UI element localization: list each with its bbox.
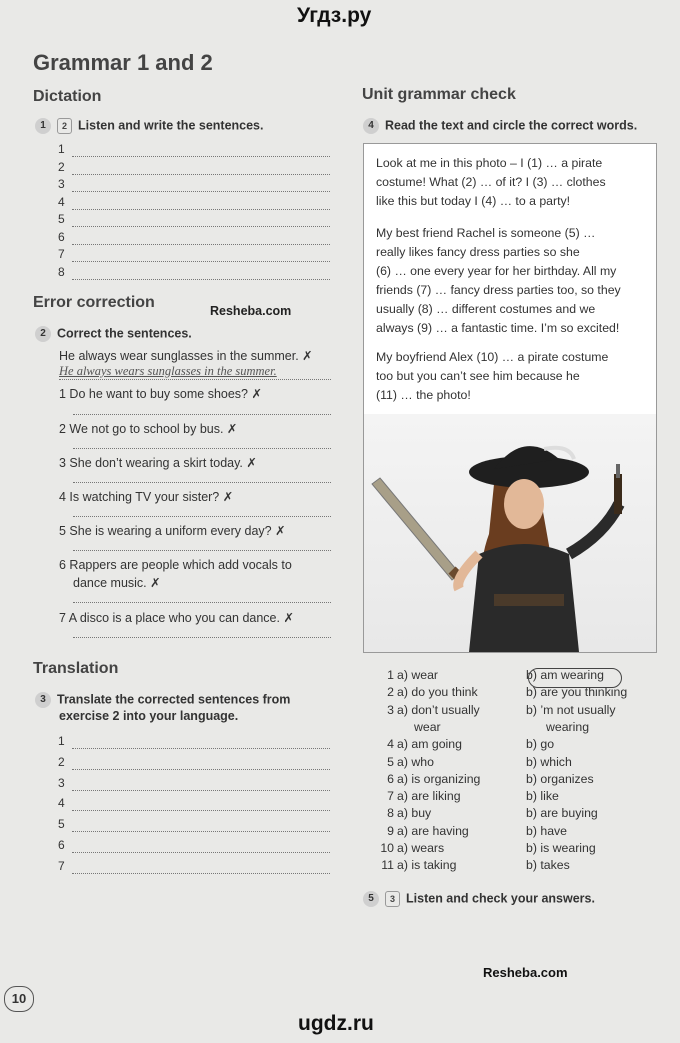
pirate-girl-photo (364, 414, 656, 652)
dictation-heading: Dictation (33, 88, 102, 105)
paragraph-2 (376, 224, 648, 338)
line-number: 8 (58, 264, 65, 279)
answer-number: 7 (387, 789, 394, 804)
dotted-line[interactable] (72, 191, 330, 192)
unit-grammar-heading: Unit grammar check (362, 86, 516, 103)
text-line: friends (7) … fancy dress parties too, so they (376, 283, 621, 297)
dictation-line-2[interactable] (58, 160, 330, 178)
translation-line-5[interactable] (58, 817, 330, 835)
answer-option-b[interactable]: b) have (526, 823, 568, 838)
answer-option-a[interactable]: a) am going (397, 737, 462, 752)
cd-track-icon: 3 (385, 891, 400, 907)
line-number: 5 (58, 817, 65, 832)
answer-option-a[interactable]: a) don’t usually (397, 702, 480, 717)
error-correction-heading: Error correction (33, 294, 155, 311)
sentence-3: 3 She don’t wearing a skirt today. ✗ (59, 456, 257, 470)
answer-number: 3 (387, 702, 394, 717)
watermark-left: Resheba.com (210, 304, 292, 318)
translation-line-2[interactable] (58, 755, 330, 773)
sentence-4: 4 Is watching TV your sister? ✗ (59, 490, 234, 504)
translation-line-6[interactable] (58, 838, 330, 856)
answer-option-a[interactable]: a) wear (397, 668, 439, 682)
answer-number: 5 (387, 754, 394, 769)
answer-option-b[interactable]: b) organizes (526, 771, 594, 786)
answer-line-4[interactable] (73, 516, 331, 517)
sentence-2: 2 We not go to school by bus. ✗ (59, 422, 238, 436)
exercise-3-text-1: Translate the corrected sentences from (57, 692, 291, 707)
text-line: My boyfriend Alex (10) … a pirate costume (376, 350, 609, 364)
line-number: 1 (58, 142, 65, 156)
answer-option-b[interactable]: b) like (526, 789, 559, 804)
exercise-4-instruction (363, 118, 637, 134)
line-number: 2 (58, 159, 65, 174)
dictation-line-8[interactable] (58, 265, 330, 283)
answer-option-a[interactable]: a) are having (397, 823, 469, 838)
answer-number: 8 (387, 806, 394, 821)
dictation-line-4[interactable] (58, 195, 330, 213)
dotted-line[interactable] (72, 873, 330, 874)
exercise-2-text: Correct the sentences. (57, 326, 192, 341)
answer-line-2[interactable] (73, 448, 331, 449)
dotted-line[interactable] (72, 810, 330, 811)
answer-option-a[interactable]: wear (414, 719, 441, 734)
dictation-line-5[interactable] (58, 212, 330, 230)
dotted-line[interactable] (72, 174, 330, 175)
dotted-line[interactable] (72, 279, 330, 280)
answer-number: 11 (381, 858, 394, 873)
line-number: 3 (58, 177, 65, 191)
dotted-line[interactable] (72, 261, 330, 262)
translation-line-3[interactable] (58, 776, 330, 794)
exercise-5-instruction (363, 891, 595, 907)
answer-line-1[interactable] (73, 414, 331, 415)
dotted-line[interactable] (72, 790, 330, 791)
exercise-1-text: Listen and write the sentences. (78, 118, 264, 133)
dictation-line-3[interactable] (58, 177, 330, 195)
text-line: like this but today I (4) … to a party! (376, 194, 571, 208)
dotted-line[interactable] (72, 226, 330, 227)
exercise-1-instruction (35, 118, 263, 134)
example-sentence: He always wear sunglasses in the summer. ✗ (59, 349, 313, 363)
exercise-4-text: Read the text and circle the correct words. (385, 118, 638, 133)
answer-option-a[interactable]: a) are liking (397, 789, 461, 804)
answer-number: 2 (387, 685, 394, 700)
page-title: Grammar 1 and 2 (33, 50, 213, 75)
example-answer: He always wears sunglasses in the summer. (59, 364, 277, 378)
translation-line-1[interactable] (58, 734, 330, 752)
answer-option-a[interactable]: a) wears (397, 841, 445, 855)
site-header: Угдз.ру (297, 4, 372, 27)
text-line: costume! What (2) … of it? I (3) … clothes (376, 175, 606, 189)
exercise-5-text: Listen and check your answers. (406, 891, 595, 906)
translation-line-4[interactable] (58, 796, 330, 814)
answer-line (59, 379, 331, 380)
answer-option-b[interactable]: b) takes (526, 858, 570, 873)
answer-option-a[interactable]: a) is organizing (397, 771, 481, 786)
line-number: 7 (58, 858, 65, 873)
answer-number: 10 (380, 841, 394, 855)
line-number: 3 (58, 775, 65, 790)
line-number: 6 (58, 229, 65, 244)
cd-track-icon: 2 (57, 118, 72, 134)
reading-text-box (363, 143, 657, 653)
answer-number: 4 (387, 737, 394, 752)
text-line: always (9) … a fantastic time. I’m so excited! (376, 321, 620, 335)
dictation-line-1[interactable] (58, 142, 330, 160)
sentence-6: 6 Rappers are people which add vocals to (59, 558, 292, 572)
answer-option-a[interactable]: a) is taking (397, 858, 457, 873)
site-footer: ugdz.ru (298, 1012, 374, 1035)
dotted-line[interactable] (72, 831, 330, 832)
exercise-5-number: 5 (363, 891, 379, 907)
sentence-1: 1 Do he want to buy some shoes? ✗ (59, 387, 262, 401)
watermark-right: Resheba.com (483, 965, 568, 980)
answer-circle-1b (528, 668, 622, 688)
text-line: Look at me in this photo – I (1) … a pirate (376, 156, 603, 170)
page-number: 10 (4, 986, 34, 1012)
text-line: My best friend Rachel is someone (5) … (376, 226, 596, 240)
answer-option-b[interactable]: b) is wearing (526, 841, 596, 855)
answer-option-a[interactable]: a) who (397, 754, 434, 769)
answer-option-b[interactable]: b) am wearing (526, 668, 604, 682)
text-line: (11) … the photo! (376, 388, 471, 402)
translation-line-7[interactable] (58, 859, 330, 877)
dictation-line-7[interactable] (58, 247, 330, 265)
line-number: 1 (58, 734, 65, 748)
translation-heading: Translation (33, 660, 119, 677)
paragraph-3 (376, 348, 648, 405)
exercise-3-number: 3 (35, 692, 51, 708)
line-number: 7 (58, 247, 65, 261)
sentence-7: 7 A disco is a place who you can dance. ✗ (59, 611, 294, 625)
text-line: really likes fancy dress parties so she (376, 245, 580, 259)
answer-line-7[interactable] (73, 637, 331, 638)
exercise-3-instruction (35, 692, 290, 708)
answer-option-b[interactable]: b) ’m not usually (526, 702, 616, 717)
answer-number: 1 (387, 668, 394, 682)
line-number: 2 (58, 754, 65, 769)
answer-option-b[interactable]: b) which (526, 754, 572, 769)
dictation-line-6[interactable] (58, 230, 330, 248)
exercise-2-instruction (35, 326, 192, 342)
paragraph-1 (376, 154, 648, 211)
text-line: (6) … one every year for her birthday. All my (376, 264, 617, 278)
answer-option-b[interactable]: wearing (546, 719, 590, 734)
text-line: too but you can’t see him because he (376, 369, 580, 383)
answer-option-b[interactable]: b) go (526, 737, 555, 752)
answer-option-b[interactable]: b) are you thinking (526, 685, 628, 700)
answer-option-a[interactable]: a) do you think (397, 685, 478, 700)
answer-line-6[interactable] (73, 602, 331, 603)
dotted-line[interactable] (72, 209, 330, 210)
exercise-4-number: 4 (363, 118, 379, 134)
exercise-1-number: 1 (35, 118, 51, 134)
exercise-3-text-2: exercise 2 into your language. (59, 709, 239, 723)
line-number: 5 (58, 212, 65, 226)
text-line: usually (8) … different costumes and we (376, 302, 596, 316)
dotted-line[interactable] (72, 748, 330, 749)
answer-number: 6 (387, 771, 394, 786)
dotted-line[interactable] (72, 244, 330, 245)
sentence-6-cont: dance music. ✗ (73, 576, 161, 590)
answer-number: 9 (387, 823, 394, 838)
sentence-5: 5 She is wearing a uniform every day? ✗ (59, 524, 286, 538)
answer-line-3[interactable] (73, 482, 331, 483)
dotted-line[interactable] (72, 852, 330, 853)
answer-option-b[interactable]: b) are buying (526, 806, 598, 821)
exercise-2-number: 2 (35, 326, 51, 342)
line-number: 6 (58, 838, 65, 852)
answer-line-5[interactable] (73, 550, 331, 551)
dotted-line[interactable] (72, 156, 330, 157)
answer-option-a[interactable]: a) buy (397, 806, 432, 821)
dotted-line[interactable] (72, 769, 330, 770)
line-number: 4 (58, 796, 65, 811)
line-number: 4 (58, 194, 65, 209)
